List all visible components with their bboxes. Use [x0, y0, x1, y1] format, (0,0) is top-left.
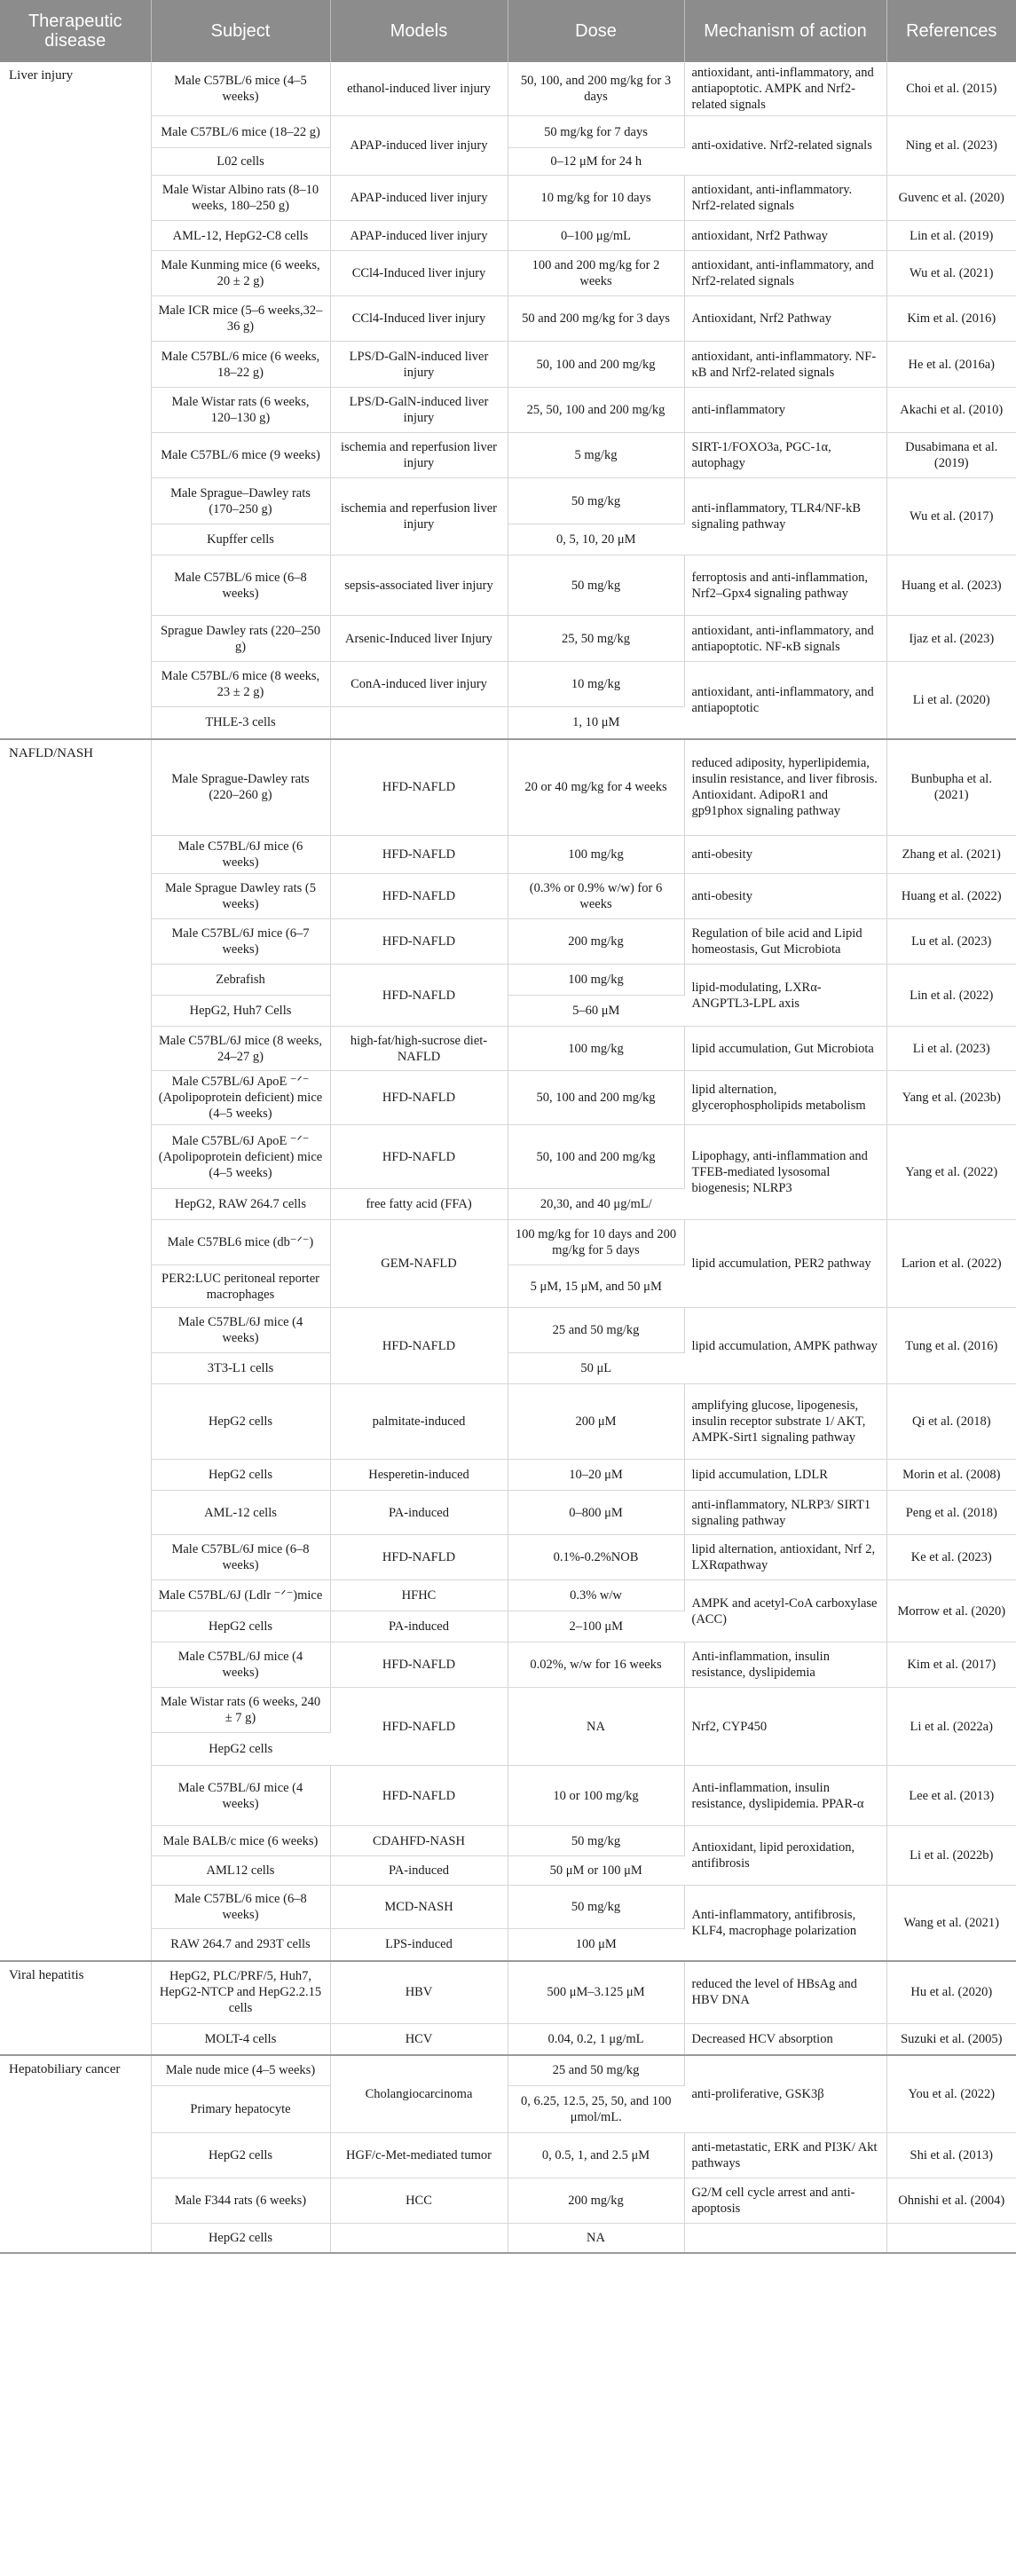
reference-cell: You et al. (2022): [886, 2055, 1016, 2133]
table-row: [0, 965, 1016, 996]
table-row: [0, 1125, 1016, 1189]
mechanism-cell: anti-obesity: [684, 836, 886, 874]
table-row: [0, 2055, 1016, 2086]
subject-cell: Male Sprague–Dawley rats (170–250 g): [151, 478, 330, 524]
model-cell: palmitate-induced: [330, 1384, 508, 1460]
reference-cell: Peng et al. (2018): [886, 1491, 1016, 1535]
model-cell: CCl4-Induced liver injury: [330, 296, 508, 342]
model-cell: ethanol-induced liver injury: [330, 62, 508, 116]
mechanism-cell: lipid accumulation, AMPK pathway: [684, 1308, 886, 1384]
table-row: [0, 1642, 1016, 1688]
subject-cell: Male nude mice (4–5 weeks): [151, 2055, 330, 2086]
reference-cell: Yang et al. (2022): [886, 1125, 1016, 1220]
dose-cell: 200 μM: [508, 1384, 684, 1460]
table-row: [0, 1491, 1016, 1535]
reference-cell: Li et al. (2022b): [886, 1826, 1016, 1886]
dose-cell: 50 mg/kg: [508, 478, 684, 524]
subject-cell: AML-12, HepG2-C8 cells: [151, 221, 330, 251]
subject-cell: Male C57BL/6 mice (6 weeks, 18–22 g): [151, 342, 330, 388]
model-cell: MCD-NASH: [330, 1886, 508, 1929]
table-row: [0, 2224, 1016, 2253]
dose-cell: 50 mg/kg: [508, 1826, 684, 1856]
reference-cell: Morrow et al. (2020): [886, 1580, 1016, 1642]
subject-cell: Male C57BL/6J mice (4 weeks): [151, 1766, 330, 1826]
dose-cell: NA: [508, 2224, 684, 2253]
mechanism-cell: lipid accumulation, PER2 pathway: [684, 1220, 886, 1308]
dose-cell: 10–20 μM: [508, 1460, 684, 1491]
mechanism-cell: Anti-inflammation, insulin resistance, dyslipidemia. PPAR-α: [684, 1766, 886, 1826]
subject-cell: 3T3-L1 cells: [151, 1353, 330, 1384]
mechanism-cell: anti-metastatic, ERK and PI3K/ Akt pathways: [684, 2133, 886, 2178]
model-cell: HBV: [330, 1961, 508, 2024]
subject-cell: THLE-3 cells: [151, 707, 330, 739]
model-cell: HFD-NAFLD: [330, 1766, 508, 1826]
mechanism-cell: lipid accumulation, Gut Microbiota: [684, 1027, 886, 1071]
mechanism-cell: Anti-inflammatory, antifibrosis, KLF4, macrophage polarization: [684, 1886, 886, 1961]
subject-cell: Male C57BL/6 mice (8 weeks, 23 ± 2 g): [151, 662, 330, 707]
reference-cell: Wang et al. (2021): [886, 1886, 1016, 1961]
reference-cell: Ijaz et al. (2023): [886, 616, 1016, 662]
reference-cell: Li et al. (2023): [886, 1027, 1016, 1071]
dose-cell: 200 mg/kg: [508, 919, 684, 965]
subject-cell: Male Wistar rats (6 weeks, 240 ± 7 g): [151, 1688, 330, 1733]
dose-cell: 0.04, 0.2, 1 μg/mL: [508, 2024, 684, 2055]
subject-cell: HepG2 cells: [151, 2133, 330, 2178]
mechanism-cell: SIRT-1/FOXO3a, PGC-1α, autophagy: [684, 433, 886, 478]
reference-cell: Zhang et al. (2021): [886, 836, 1016, 874]
model-cell: HCV: [330, 2024, 508, 2055]
mechanism-cell: Decreased HCV absorption: [684, 2024, 886, 2055]
subject-cell: HepG2, RAW 264.7 cells: [151, 1189, 330, 1220]
table-row: [0, 555, 1016, 616]
table-row: [0, 1220, 1016, 1265]
model-cell: HFD-NAFLD: [330, 1642, 508, 1688]
model-cell: HFD-NAFLD: [330, 919, 508, 965]
header-row: [0, 0, 1016, 62]
subject-cell: HepG2 cells: [151, 1384, 330, 1460]
subject-cell: HepG2 cells: [151, 2224, 330, 2253]
subject-cell: HepG2 cells: [151, 1733, 330, 1766]
dose-cell: 100 mg/kg: [508, 1027, 684, 1071]
model-cell: HFD-NAFLD: [330, 1125, 508, 1189]
mechanism-cell: anti-inflammatory: [684, 388, 886, 433]
table-row: [0, 1886, 1016, 1929]
header-references: References: [886, 0, 1016, 62]
subject-cell: HepG2 cells: [151, 1611, 330, 1642]
model-cell: HFD-NAFLD: [330, 1308, 508, 1384]
model-cell: [330, 707, 508, 739]
dose-cell: 5 mg/kg: [508, 433, 684, 478]
subject-cell: RAW 264.7 and 293T cells: [151, 1929, 330, 1961]
header-therapeutic-disease: Therapeutic disease: [0, 0, 151, 62]
table-row: [0, 251, 1016, 296]
dose-cell: 10 mg/kg for 10 days: [508, 176, 684, 221]
dose-cell: 50, 100 and 200 mg/kg: [508, 1125, 684, 1189]
dose-cell: (0.3% or 0.9% w/w) for 6 weeks: [508, 874, 684, 919]
model-cell: [330, 2224, 508, 2253]
reference-cell: [886, 2224, 1016, 2253]
dose-cell: 50, 100 and 200 mg/kg: [508, 1071, 684, 1125]
reference-cell: Lin et al. (2019): [886, 221, 1016, 251]
model-cell: HFD-NAFLD: [330, 965, 508, 1027]
dose-cell: 25 and 50 mg/kg: [508, 2055, 684, 2086]
dose-cell: NA: [508, 1688, 684, 1766]
reference-cell: Morin et al. (2008): [886, 1460, 1016, 1491]
disease-cell: Liver injury: [0, 62, 151, 739]
header-models: Models: [330, 0, 508, 62]
table-row: [0, 739, 1016, 836]
reference-cell: Li et al. (2020): [886, 662, 1016, 739]
model-cell: LPS/D-GalN-induced liver injury: [330, 342, 508, 388]
model-cell: HFD-NAFLD: [330, 739, 508, 836]
model-cell: PA-induced: [330, 1856, 508, 1886]
dose-cell: 50, 100, and 200 mg/kg for 3 days: [508, 62, 684, 116]
mechanism-cell: [684, 2224, 886, 2253]
subject-cell: Male C57BL/6J mice (6 weeks): [151, 836, 330, 874]
reference-cell: Guvenc et al. (2020): [886, 176, 1016, 221]
mechanism-cell: lipid-modulating, LXRα-ANGPTL3-LPL axis: [684, 965, 886, 1027]
model-cell: ConA-induced liver injury: [330, 662, 508, 707]
model-cell: CCl4-Induced liver injury: [330, 251, 508, 296]
model-cell: APAP-induced liver injury: [330, 116, 508, 176]
dose-cell: 25 and 50 mg/kg: [508, 1308, 684, 1353]
mechanism-cell: Regulation of bile acid and Lipid homeostasis, Gut Microbiota: [684, 919, 886, 965]
model-cell: HCC: [330, 2178, 508, 2224]
subject-cell: Male Wistar Albino rats (8–10 weeks, 180–250 g): [151, 176, 330, 221]
reference-cell: Ning et al. (2023): [886, 116, 1016, 176]
table-row: [0, 1384, 1016, 1460]
dose-cell: 20 or 40 mg/kg for 4 weeks: [508, 739, 684, 836]
subject-cell: Male C57BL/6J ApoE ⁻ᐟ⁻ (Apolipoprotein deficient) mice (4–5 weeks): [151, 1125, 330, 1189]
dose-cell: 0.02%, w/w for 16 weeks: [508, 1642, 684, 1688]
dose-cell: 50 μM or 100 μM: [508, 1856, 684, 1886]
subject-cell: Male C57BL/6J mice (6–7 weeks): [151, 919, 330, 965]
table-row: [0, 478, 1016, 524]
model-cell: LPS-induced: [330, 1929, 508, 1961]
model-cell: high-fat/high-sucrose diet-NAFLD: [330, 1027, 508, 1071]
dose-cell: 0.3% w/w: [508, 1580, 684, 1611]
subject-cell: PER2:LUC peritoneal reporter macrophages: [151, 1265, 330, 1308]
dose-cell: 0.1%-0.2%NOB: [508, 1535, 684, 1580]
mechanism-cell: antioxidant, anti-inflammatory. Nrf2-related signals: [684, 176, 886, 221]
dose-cell: 0, 5, 10, 20 μM: [508, 524, 684, 555]
model-cell: LPS/D-GalN-induced liver injury: [330, 388, 508, 433]
model-cell: HFD-NAFLD: [330, 1688, 508, 1766]
model-cell: Hesperetin-induced: [330, 1460, 508, 1491]
dose-cell: 50, 100 and 200 mg/kg: [508, 342, 684, 388]
model-cell: HFHC: [330, 1580, 508, 1611]
table-row: [0, 874, 1016, 919]
reference-cell: Larion et al. (2022): [886, 1220, 1016, 1308]
reference-cell: Huang et al. (2022): [886, 874, 1016, 919]
reference-cell: Ke et al. (2023): [886, 1535, 1016, 1580]
table-row: [0, 1961, 1016, 2024]
disease-cell: Hepatobiliary cancer: [0, 2055, 151, 2253]
mechanism-cell: antioxidant, anti-inflammatory, and antiapoptotic. AMPK and Nrf2-related signals: [684, 62, 886, 116]
model-cell: PA-induced: [330, 1611, 508, 1642]
table-row: [0, 616, 1016, 662]
subject-cell: AML12 cells: [151, 1856, 330, 1886]
mechanism-cell: antioxidant, anti-inflammatory. NF-κB and Nrf2-related signals: [684, 342, 886, 388]
subject-cell: HepG2, PLC/PRF/5, Huh7, HepG2-NTCP and HepG2.2.15 cells: [151, 1961, 330, 2024]
dose-cell: 2–100 μM: [508, 1611, 684, 1642]
dose-cell: 100 and 200 mg/kg for 2 weeks: [508, 251, 684, 296]
mechanism-cell: reduced the level of HBsAg and HBV DNA: [684, 1961, 886, 2024]
table-row: [0, 1688, 1016, 1733]
subject-cell: Male C57BL/6J mice (4 weeks): [151, 1308, 330, 1353]
mechanism-cell: Lipophagy, anti-inflammation and TFEB-mediated lysosomal biogenesis; NLRP3: [684, 1125, 886, 1220]
mechanism-cell: Anti-inflammation, insulin resistance, dyslipidemia: [684, 1642, 886, 1688]
dose-cell: 5 μM, 15 μM, and 50 μM: [508, 1265, 684, 1308]
subject-cell: Kupffer cells: [151, 524, 330, 555]
table-row: [0, 1826, 1016, 1856]
subject-cell: MOLT-4 cells: [151, 2024, 330, 2055]
mechanism-cell: antioxidant, anti-inflammatory, and antiapoptotic. NF-κB signals: [684, 616, 886, 662]
table-row: [0, 1766, 1016, 1826]
table-row: [0, 2024, 1016, 2055]
reference-cell: Lee et al. (2013): [886, 1766, 1016, 1826]
dose-cell: 50 and 200 mg/kg for 3 days: [508, 296, 684, 342]
mechanism-cell: antioxidant, Nrf2 Pathway: [684, 221, 886, 251]
subject-cell: Male C57BL/6 mice (4–5 weeks): [151, 62, 330, 116]
mechanism-cell: Antioxidant, Nrf2 Pathway: [684, 296, 886, 342]
subject-cell: Male Kunming mice (6 weeks, 20 ± 2 g): [151, 251, 330, 296]
dose-cell: 10 or 100 mg/kg: [508, 1766, 684, 1826]
subject-cell: Male F344 rats (6 weeks): [151, 2178, 330, 2224]
dose-cell: 0–12 μM for 24 h: [508, 148, 684, 176]
dose-cell: 20,30, and 40 μg/mL/: [508, 1189, 684, 1220]
table-row: [0, 836, 1016, 874]
table-row: [0, 62, 1016, 116]
model-cell: APAP-induced liver injury: [330, 221, 508, 251]
mechanism-cell: lipid accumulation, LDLR: [684, 1460, 886, 1491]
reference-cell: Wu et al. (2017): [886, 478, 1016, 555]
mechanism-cell: lipid alternation, glycerophospholipids metabolism: [684, 1071, 886, 1125]
mechanism-cell: anti-inflammatory, TLR4/NF-kB signaling pathway: [684, 478, 886, 555]
mechanism-cell: anti-proliferative, GSK3β: [684, 2055, 886, 2133]
table-row: [0, 662, 1016, 707]
subject-cell: HepG2 cells: [151, 1460, 330, 1491]
subject-cell: Male C57BL/6J mice (6–8 weeks): [151, 1535, 330, 1580]
subject-cell: Male C57BL/6 mice (6–8 weeks): [151, 555, 330, 616]
table-body: [0, 62, 1016, 2253]
dose-cell: 50 μL: [508, 1353, 684, 1384]
mechanism-cell: AMPK and acetyl-CoA carboxylase (ACC): [684, 1580, 886, 1642]
subject-cell: Male C57BL/6J (Ldlr ⁻ᐟ⁻)mice: [151, 1580, 330, 1611]
subject-cell: Male C57BL/6 mice (6–8 weeks): [151, 1886, 330, 1929]
mechanism-cell: anti-inflammatory, NLRP3/ SIRT1 signaling pathway: [684, 1491, 886, 1535]
model-cell: HFD-NAFLD: [330, 1535, 508, 1580]
reference-cell: Li et al. (2022a): [886, 1688, 1016, 1766]
table-row: [0, 342, 1016, 388]
reference-cell: Dusabimana et al. (2019): [886, 433, 1016, 478]
table-row: [0, 388, 1016, 433]
reference-cell: Shi et al. (2013): [886, 2133, 1016, 2178]
header-subject: Subject: [151, 0, 330, 62]
subject-cell: HepG2, Huh7 Cells: [151, 996, 330, 1027]
dose-cell: 0–100 μg/mL: [508, 221, 684, 251]
dose-cell: 1, 10 μM: [508, 707, 684, 739]
dose-cell: 200 mg/kg: [508, 2178, 684, 2224]
table-row: [0, 1460, 1016, 1491]
table-row: [0, 1027, 1016, 1071]
table-row: [0, 221, 1016, 251]
dose-cell: 5–60 μM: [508, 996, 684, 1027]
reference-cell: Lu et al. (2023): [886, 919, 1016, 965]
table-row: [0, 1071, 1016, 1125]
reference-cell: Kim et al. (2017): [886, 1642, 1016, 1688]
dose-cell: 50 mg/kg for 7 days: [508, 116, 684, 148]
mechanism-cell: amplifying glucose, lipogenesis, insulin receptor substrate 1/ AKT, AMPK-Sirt1 signaling pathway: [684, 1384, 886, 1460]
header-mechanism: Mechanism of action: [684, 0, 886, 62]
dose-cell: 100 mg/kg: [508, 836, 684, 874]
reference-cell: Choi et al. (2015): [886, 62, 1016, 116]
reference-cell: Bunbupha et al. (2021): [886, 739, 1016, 836]
subject-cell: L02 cells: [151, 148, 330, 176]
dose-cell: 50 mg/kg: [508, 1886, 684, 1929]
reference-cell: Akachi et al. (2010): [886, 388, 1016, 433]
table-row: [0, 116, 1016, 148]
model-cell: HFD-NAFLD: [330, 836, 508, 874]
table-row: [0, 176, 1016, 221]
dose-cell: 100 mg/kg for 10 days and 200 mg/kg for 5 days: [508, 1220, 684, 1265]
table-row: [0, 296, 1016, 342]
reference-cell: He et al. (2016a): [886, 342, 1016, 388]
dose-cell: 0, 0.5, 1, and 2.5 μM: [508, 2133, 684, 2178]
reference-cell: Kim et al. (2016): [886, 296, 1016, 342]
table-row: [0, 919, 1016, 965]
subject-cell: Male C57BL/6 mice (9 weeks): [151, 433, 330, 478]
model-cell: ischemia and reperfusion liver injury: [330, 433, 508, 478]
model-cell: Cholangiocarcinoma: [330, 2055, 508, 2133]
subject-cell: AML-12 cells: [151, 1491, 330, 1535]
mechanism-cell: lipid alternation, antioxidant, Nrf 2, LXRαpathway: [684, 1535, 886, 1580]
mechanism-cell: ferroptosis and anti-inflammation, Nrf2–Gpx4 signaling pathway: [684, 555, 886, 616]
model-cell: HFD-NAFLD: [330, 874, 508, 919]
disease-cell: NAFLD/NASH: [0, 739, 151, 1961]
subject-cell: Male ICR mice (5–6 weeks,32–36 g): [151, 296, 330, 342]
subject-cell: Primary hepatocyte: [151, 2086, 330, 2133]
reference-cell: Wu et al. (2021): [886, 251, 1016, 296]
subject-cell: Sprague Dawley rats (220–250 g): [151, 616, 330, 662]
mechanism-cell: antioxidant, anti-inflammatory, and Nrf2-related signals: [684, 251, 886, 296]
table-row: [0, 1580, 1016, 1611]
subject-cell: Male C57BL/6J mice (8 weeks, 24–27 g): [151, 1027, 330, 1071]
subject-cell: Male BALB/c mice (6 weeks): [151, 1826, 330, 1856]
mechanism-cell: antioxidant, anti-inflammatory, and antiapoptotic: [684, 662, 886, 739]
mechanism-cell: Antioxidant, lipid peroxidation, antifibrosis: [684, 1826, 886, 1886]
reference-cell: Yang et al. (2023b): [886, 1071, 1016, 1125]
subject-cell: Male C57BL/6J mice (4 weeks): [151, 1642, 330, 1688]
subject-cell: Male Sprague-Dawley rats (220–260 g): [151, 739, 330, 836]
dose-cell: 100 μM: [508, 1929, 684, 1961]
dose-cell: 0, 6.25, 12.5, 25, 50, and 100 μmol/mL.: [508, 2086, 684, 2133]
model-cell: ischemia and reperfusion liver injury: [330, 478, 508, 555]
model-cell: CDAHFD-NASH: [330, 1826, 508, 1856]
model-cell: GEM-NAFLD: [330, 1220, 508, 1308]
subject-cell: Male Wistar rats (6 weeks, 120–130 g): [151, 388, 330, 433]
dose-cell: 25, 50, 100 and 200 mg/kg: [508, 388, 684, 433]
dose-cell: 0–800 μM: [508, 1491, 684, 1535]
reference-cell: Lin et al. (2022): [886, 965, 1016, 1027]
subject-cell: Male C57BL6 mice (db⁻ᐟ⁻): [151, 1220, 330, 1265]
reference-cell: Qi et al. (2018): [886, 1384, 1016, 1460]
dose-cell: 10 mg/kg: [508, 662, 684, 707]
table-row: [0, 1308, 1016, 1353]
mechanism-cell: anti-oxidative. Nrf2-related signals: [684, 116, 886, 176]
dose-cell: 50 mg/kg: [508, 555, 684, 616]
model-cell: free fatty acid (FFA): [330, 1189, 508, 1220]
reference-cell: Suzuki et al. (2005): [886, 2024, 1016, 2055]
dose-cell: 100 mg/kg: [508, 965, 684, 996]
dose-cell: 500 μM–3.125 μM: [508, 1961, 684, 2024]
mechanism-cell: reduced adiposity, hyperlipidemia, insulin resistance, and liver fibrosis. Antioxidant. AdipoR1 and gp91phox signaling pathway: [684, 739, 886, 836]
header-dose: Dose: [508, 0, 684, 62]
table-row: [0, 2178, 1016, 2224]
model-cell: sepsis-associated liver injury: [330, 555, 508, 616]
mechanism-cell: G2/M cell cycle arrest and anti-apoptosis: [684, 2178, 886, 2224]
reference-cell: Tung et al. (2016): [886, 1308, 1016, 1384]
mechanism-cell: anti-obesity: [684, 874, 886, 919]
model-cell: APAP-induced liver injury: [330, 176, 508, 221]
model-cell: Arsenic-Induced liver Injury: [330, 616, 508, 662]
table-row: [0, 1535, 1016, 1580]
reference-cell: Huang et al. (2023): [886, 555, 1016, 616]
dose-cell: 25, 50 mg/kg: [508, 616, 684, 662]
table-row: [0, 2133, 1016, 2178]
model-cell: HFD-NAFLD: [330, 1071, 508, 1125]
disease-cell: Viral hepatitis: [0, 1961, 151, 2055]
subject-cell: Male Sprague Dawley rats (5 weeks): [151, 874, 330, 919]
table-row: [0, 433, 1016, 478]
mechanism-cell: Nrf2, CYP450: [684, 1688, 886, 1766]
reference-cell: Hu et al. (2020): [886, 1961, 1016, 2024]
subject-cell: Male C57BL/6J ApoE ⁻ᐟ⁻ (Apolipoprotein deficient) mice (4–5 weeks): [151, 1071, 330, 1125]
subject-cell: Male C57BL/6 mice (18–22 g): [151, 116, 330, 148]
subject-cell: Zebrafish: [151, 965, 330, 996]
model-cell: PA-induced: [330, 1491, 508, 1535]
reference-cell: Ohnishi et al. (2004): [886, 2178, 1016, 2224]
model-cell: HGF/c-Met-mediated tumor: [330, 2133, 508, 2178]
